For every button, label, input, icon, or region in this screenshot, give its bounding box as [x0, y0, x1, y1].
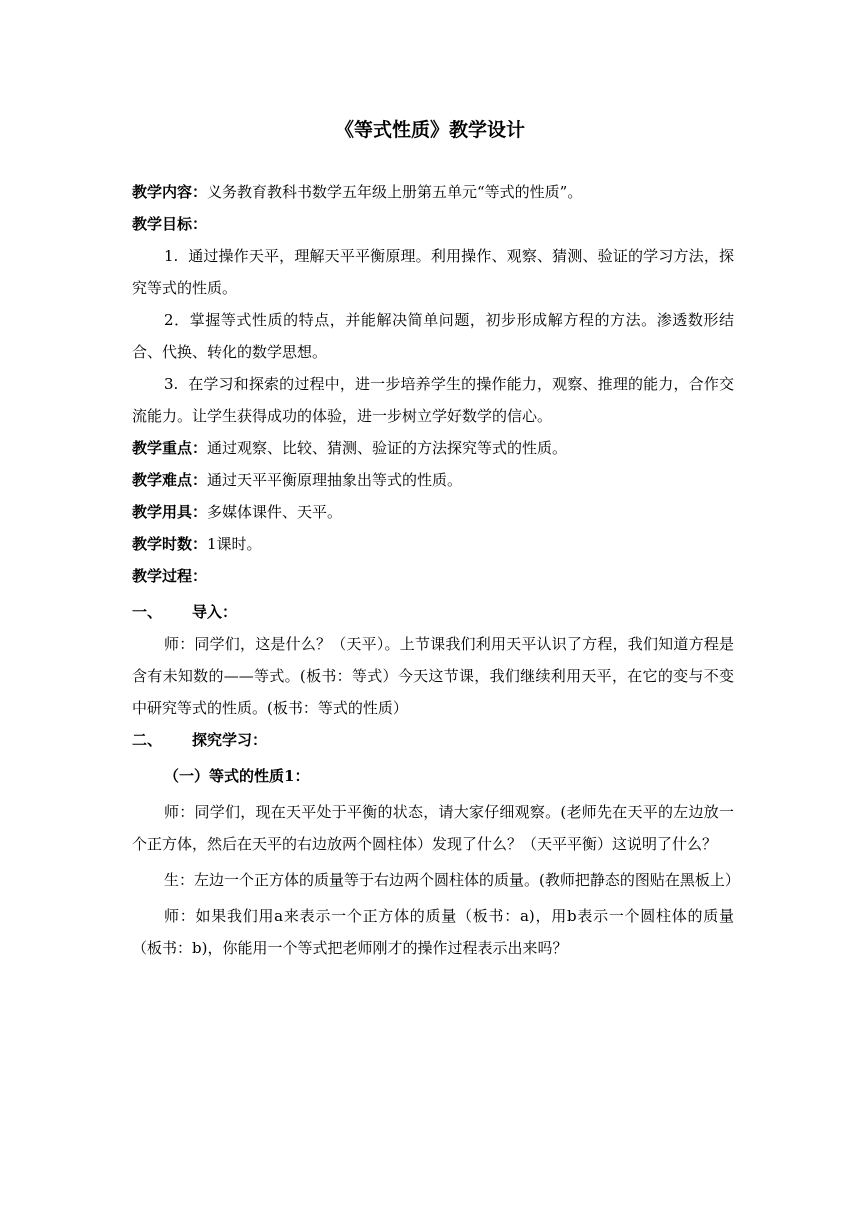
- teaching-hours-label: 教学时数：: [132, 535, 208, 553]
- section-title: 探究学习：: [192, 731, 268, 749]
- teaching-tools-label: 教学用具：: [132, 503, 208, 521]
- section-title: 导入：: [192, 603, 238, 621]
- teaching-goals-label: 教学目标：: [132, 215, 208, 233]
- subsection-heading-1: （一）等式的性质1：: [164, 767, 310, 785]
- section1-paragraph: 师：同学们，这是什么？（天平）。上节课我们利用天平认识了方程，我们知道方程是含有未知数的——等式。(板书：等式）今天这节课，我们继续利用天平，在它的变与不变中研究等式的性质。(板书：等式的性质）: [132, 635, 734, 717]
- teaching-content: [132, 176, 734, 208]
- goal-number: 3.: [164, 375, 179, 393]
- teaching-process-label: 教学过程：: [132, 567, 208, 585]
- section-number: 一、: [132, 603, 163, 621]
- student-paragraph-1: 生：左边一个正方体的质量等于右边两个圆柱体的质量。(教师把静态的图贴在黑板上）: [164, 871, 740, 889]
- goal-number: 2．: [164, 311, 190, 329]
- teaching-content-label: 教学内容：: [132, 183, 208, 201]
- teaching-tools: [132, 496, 734, 528]
- goal-number: 1.: [164, 247, 179, 265]
- teacher-paragraph-1: 师：同学们，现在天平处于平衡的状态，请大家仔细观察。(老师先在天平的左边放一个正方体，然后在天平的右边放两个圆柱体）发现了什么？（天平平衡）这说明了什么？: [132, 803, 734, 853]
- section-heading-2: [132, 724, 734, 756]
- section-heading-1: [132, 596, 734, 628]
- teaching-hours-text: 1课时。: [207, 535, 262, 553]
- teaching-difficulty-label: 教学难点：: [132, 471, 208, 489]
- section-number: 二、: [132, 731, 163, 749]
- teaching-tools-text: 多媒体课件、天平。: [207, 503, 343, 521]
- goal-text: 通过操作天平，理解天平平衡原理。利用操作、观察、猜测、验证的学习方法，探究等式的性质。: [132, 247, 734, 297]
- goal-text: 掌握等式性质的特点，并能解决简单问题，初步形成解方程的方法。渗透数形结合、代换、转化的数学思想。: [132, 311, 734, 361]
- teaching-key-text: 通过观察、比较、猜测、验证的方法探究等式的性质。: [207, 439, 568, 457]
- teaching-process-heading: [132, 560, 734, 592]
- teaching-key-label: 教学重点：: [132, 439, 208, 457]
- document-title: 《等式性质》教学设计: [334, 119, 525, 141]
- teaching-content-text: 义务教育教科书数学五年级上册第五单元“等式的性质”。: [207, 183, 583, 201]
- teacher-paragraph-2: 师：如果我们用a来表示一个正方体的质量（板书：a)，用b表示一个圆柱体的质量（板书：b)，你能用一个等式把老师刚才的操作过程表示出来吗？: [132, 907, 734, 957]
- goal-item-2: [132, 304, 734, 368]
- document-body: [132, 176, 740, 964]
- teaching-difficulty: [132, 464, 734, 496]
- teaching-difficulty-text: 通过天平平衡原理抽象出等式的性质。: [207, 471, 463, 489]
- teaching-key-point: [132, 432, 734, 464]
- goal-text: 在学习和探索的过程中，进一步培养学生的操作能力，观察、推理的能力，合作交流能力。让学生获得成功的体验，进一步树立学好数学的信心。: [132, 375, 734, 425]
- teaching-goals-heading: [132, 208, 734, 240]
- goal-item-1: [132, 240, 734, 304]
- goal-item-3: [132, 368, 734, 432]
- teaching-hours: [132, 528, 734, 560]
